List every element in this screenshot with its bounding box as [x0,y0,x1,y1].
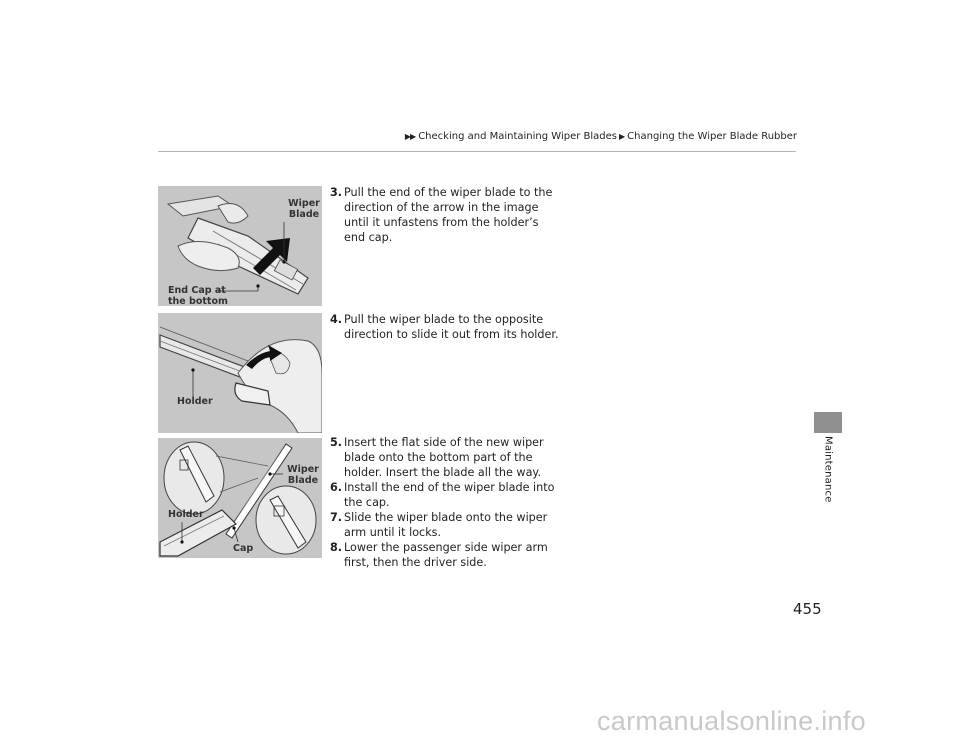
step-group-5-8 [330,435,563,570]
step-number: 4. [330,313,343,326]
label-holder-new: Holder [168,509,204,520]
figure-install-new-blade [158,438,322,558]
breadcrumb-item-1: Checking and Maintaining Wiper Blades [418,131,617,142]
step-group-4 [330,312,563,342]
figure-holder-slide [158,313,322,433]
label-holder: Holder [177,396,213,407]
step-5 [330,435,563,480]
section-tab-marker [814,412,842,433]
figure-install-new-blade-illustration [158,438,322,558]
step-6 [330,480,563,510]
step-number: 8. [330,541,343,554]
double-arrow-icon: ▶▶ [404,132,416,141]
step-group-3 [330,185,563,245]
step-text: Install the end of the wiper blade into the cap. [344,481,555,509]
step-number: 6. [330,481,343,494]
breadcrumb [405,131,797,142]
step-3 [330,185,563,245]
step-7 [330,510,563,540]
watermark: carmanualsonline.info [597,706,866,736]
section-tab-label: Maintenance [822,436,834,503]
breadcrumb-item-2: Changing the Wiper Blade Rubber [627,131,797,142]
figure-holder-slide-illustration [158,313,322,433]
label-wiper-blade: Wiper Blade [288,198,320,220]
label-cap: Cap [233,543,254,554]
header-rule [158,151,796,152]
step-4 [330,312,563,342]
page-number: 455 [793,600,822,618]
step-text: Pull the wiper blade to the opposite direction to slide it out from its holder. [344,313,559,341]
arrow-icon: ▶ [619,132,626,141]
step-text: Lower the passenger side wiper arm first, then the driver side. [344,541,548,569]
step-number: 3. [330,186,343,199]
label-wiper-blade-new: Wiper Blade [287,464,319,486]
step-text: Insert the flat side of the new wiper blade onto the bottom part of the holder. Insert the blade all the way. [344,436,544,479]
step-8 [330,540,563,570]
label-end-cap: End Cap at the bottom [168,285,228,306]
step-text: Pull the end of the wiper blade to the direction of the arrow in the image until it unfastens from the holder’s end cap. [344,186,553,244]
figure-end-cap [158,186,322,306]
step-number: 5. [330,436,343,449]
step-text: Slide the wiper blade onto the wiper arm until it locks. [344,511,548,539]
step-number: 7. [330,511,343,524]
